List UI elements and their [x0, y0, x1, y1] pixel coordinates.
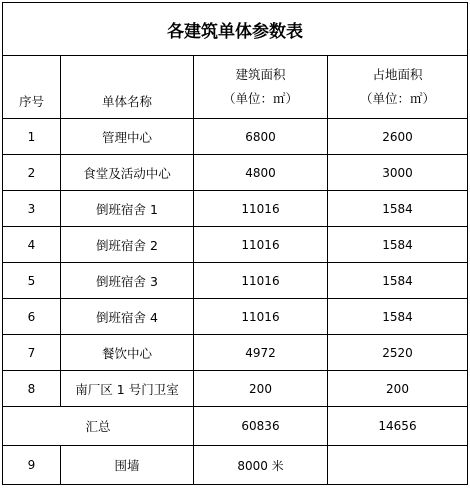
row-index: 4: [3, 227, 61, 263]
header-name: 单体名称: [61, 56, 194, 119]
row-land-area: 2520: [328, 335, 468, 371]
row-building-area: 11016: [194, 227, 328, 263]
row-land-area: 1584: [328, 263, 468, 299]
row-land-area: 3000: [328, 155, 468, 191]
header-row: [3, 56, 468, 119]
summary-label: 汇总: [3, 407, 194, 446]
row-building-area: 11016: [194, 263, 328, 299]
header-building-area: [194, 56, 328, 119]
table-title: 各建筑单体参数表: [3, 3, 468, 56]
row-name: 倒班宿舍 4: [61, 299, 194, 335]
table-title-row: [3, 3, 468, 56]
row-building-area: 11016: [194, 299, 328, 335]
row-land-area: 1584: [328, 299, 468, 335]
row-name: 食堂及活动中心: [61, 155, 194, 191]
row-land-area: 1584: [328, 191, 468, 227]
wall-name: 围墙: [61, 446, 194, 485]
header-land-area-unit: （单位：㎡）: [359, 91, 435, 106]
row-index: 7: [3, 335, 61, 371]
table-row: [3, 299, 468, 335]
row-building-area: 200: [194, 371, 328, 407]
row-name: 管理中心: [61, 119, 194, 155]
table-row: [3, 263, 468, 299]
table-row: [3, 119, 468, 155]
row-index: 2: [3, 155, 61, 191]
row-building-area: 11016: [194, 191, 328, 227]
row-index: 5: [3, 263, 61, 299]
wall-length: 8000 米: [194, 446, 328, 485]
row-building-area: 4972: [194, 335, 328, 371]
wall-index: 9: [3, 446, 61, 485]
summary-land-area: 14656: [328, 407, 468, 446]
row-name: 倒班宿舍 1: [61, 191, 194, 227]
table-row: [3, 371, 468, 407]
table-row: [3, 227, 468, 263]
table-row: [3, 191, 468, 227]
row-index: 1: [3, 119, 61, 155]
header-index: 序号: [3, 56, 61, 119]
table-row: [3, 335, 468, 371]
summary-row: [3, 407, 468, 446]
header-building-area-unit: （单位：㎡）: [222, 91, 298, 106]
row-land-area: 1584: [328, 227, 468, 263]
row-name: 南厂区 1 号门卫室: [61, 371, 194, 407]
wall-row: [3, 446, 468, 485]
header-land-area-label: 占地面积: [372, 67, 423, 82]
summary-building-area: 60836: [194, 407, 328, 446]
row-building-area: 6800: [194, 119, 328, 155]
row-index: 6: [3, 299, 61, 335]
row-land-area: 2600: [328, 119, 468, 155]
row-index: 3: [3, 191, 61, 227]
row-building-area: 4800: [194, 155, 328, 191]
table-row: [3, 155, 468, 191]
wall-empty-cell: [328, 446, 468, 485]
building-parameters-table: [2, 2, 468, 485]
row-index: 8: [3, 371, 61, 407]
row-land-area: 200: [328, 371, 468, 407]
row-name: 倒班宿舍 2: [61, 227, 194, 263]
header-building-area-label: 建筑面积: [235, 67, 286, 82]
header-land-area: [328, 56, 468, 119]
row-name: 餐饮中心: [61, 335, 194, 371]
row-name: 倒班宿舍 3: [61, 263, 194, 299]
